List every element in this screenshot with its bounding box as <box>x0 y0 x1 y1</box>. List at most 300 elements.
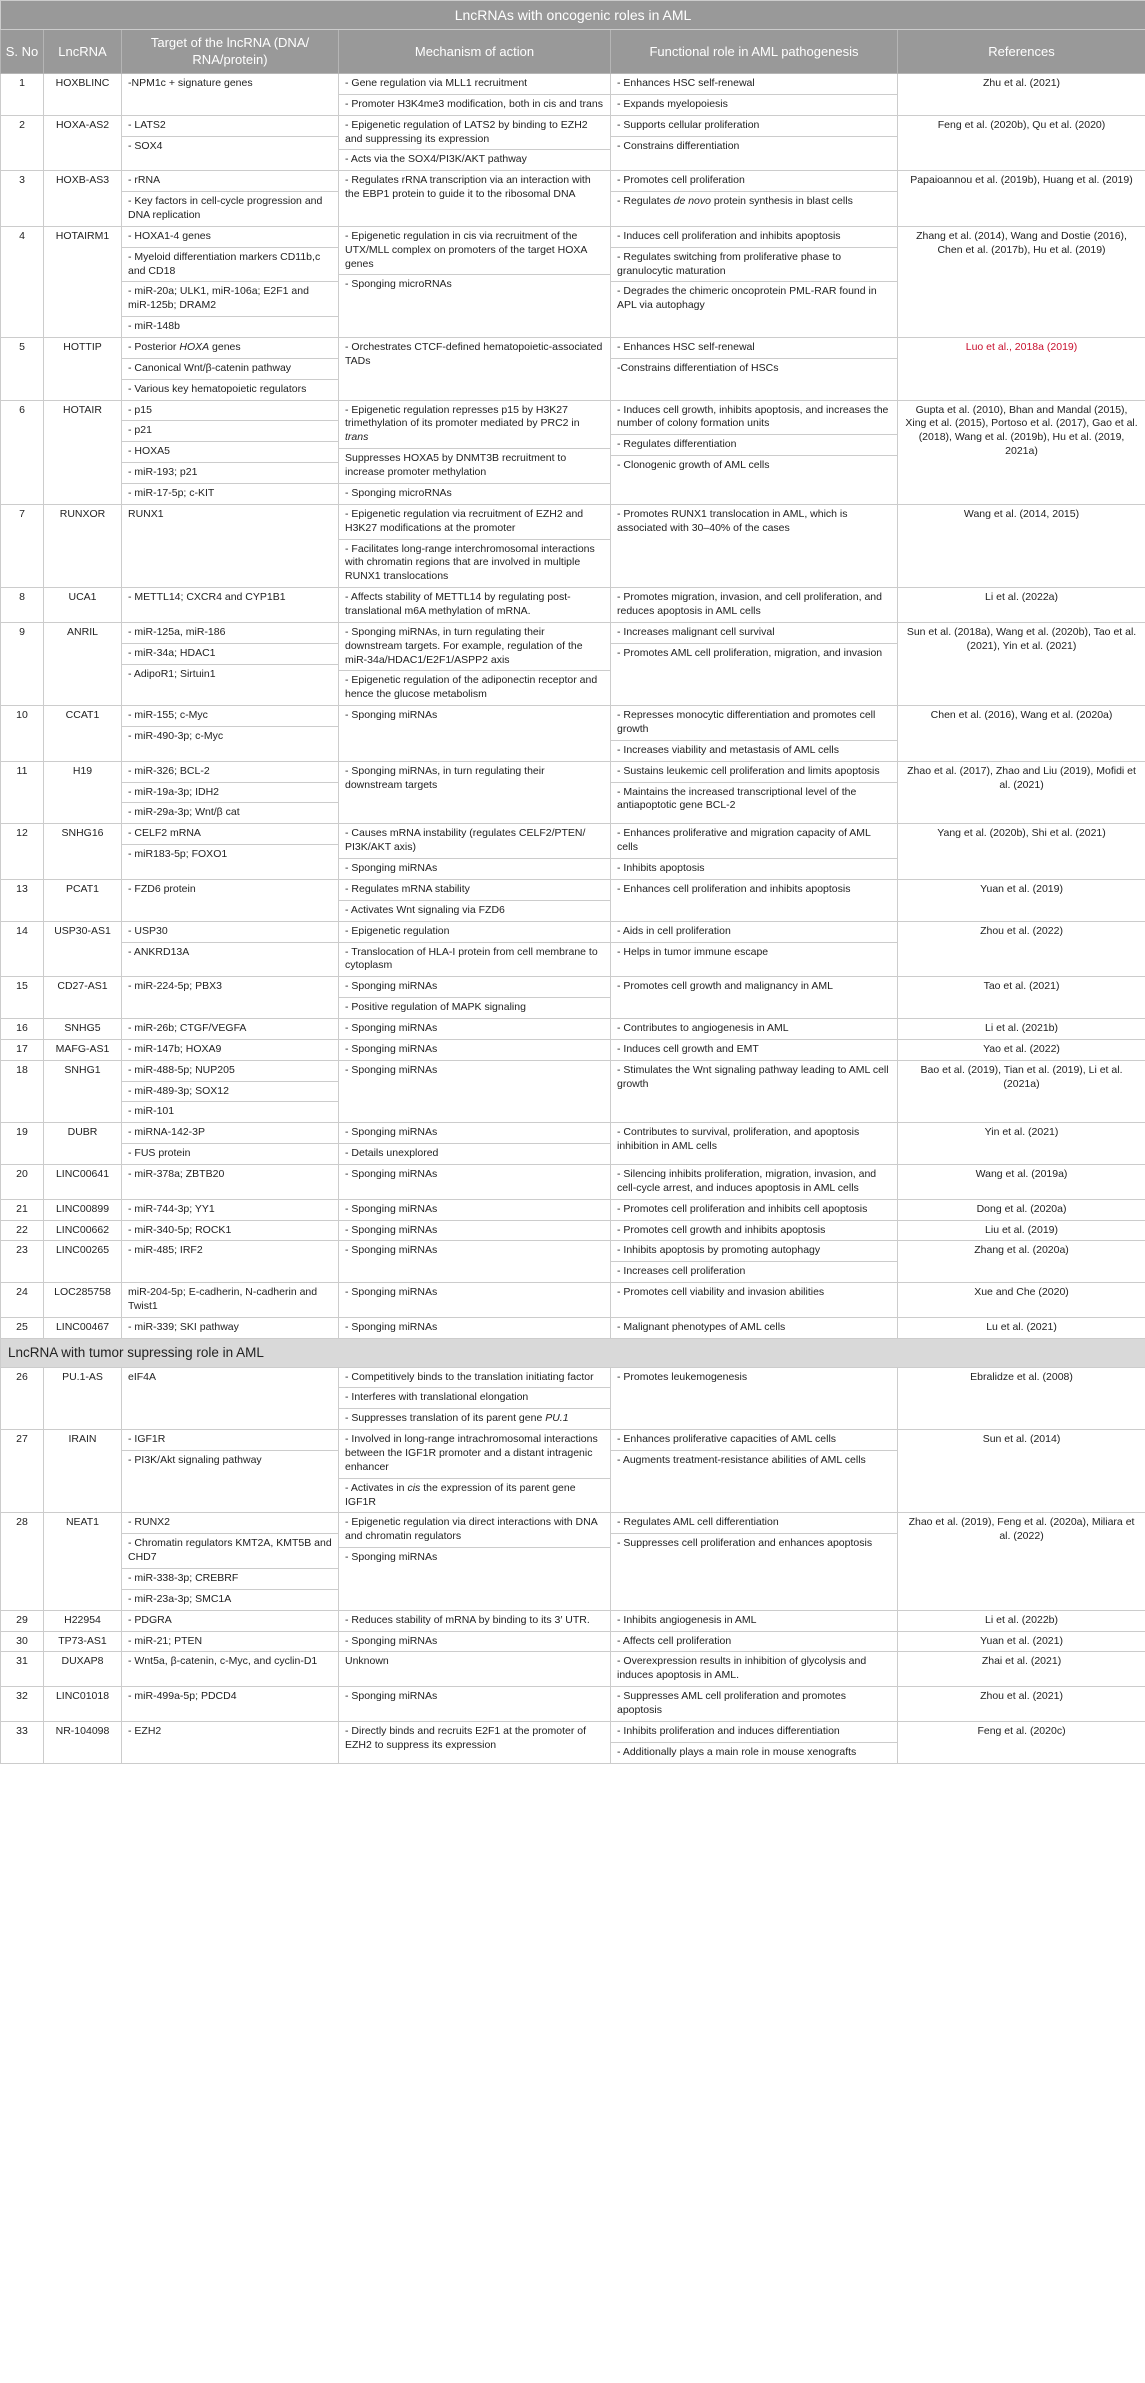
mech-cell <box>339 706 611 762</box>
func-cell <box>611 1018 898 1039</box>
reference-cell: Zhou et al. (2021) <box>898 1687 1145 1722</box>
func-item: - Augments treatment-resistance abilities of AML cells <box>611 1450 897 1471</box>
mech-cell <box>339 1367 611 1430</box>
row-number: 16 <box>1 1018 44 1039</box>
target-item: - miR-20a; ULK1, miR-106a; E2F1 and miR-125b; DRAM2 <box>122 281 338 316</box>
row-number: 24 <box>1 1283 44 1318</box>
target-cell <box>122 1283 339 1318</box>
row-number: 27 <box>1 1430 44 1513</box>
func-cell <box>611 1610 898 1631</box>
target-cell <box>122 1039 339 1060</box>
section-row <box>1 1338 1145 1367</box>
table-row <box>1 1039 1145 1060</box>
mech-item: - Causes mRNA instability (regulates CELF2/PTEN/ PI3K/AKT axis) <box>345 827 586 854</box>
mech-cell <box>339 1018 611 1039</box>
lncrna-name: HOTAIR <box>44 400 122 504</box>
func-item: - Enhances HSC self-renewal <box>617 76 755 89</box>
lncrna-name: SNHG5 <box>44 1018 122 1039</box>
target-item: eIF4A <box>128 1370 157 1383</box>
row-number: 32 <box>1 1687 44 1722</box>
mech-cell <box>339 171 611 227</box>
mech-item: - Sponging microRNAs <box>339 274 610 295</box>
target-item: - miR-378a; ZBTB20 <box>128 1167 225 1180</box>
func-cell <box>611 879 898 921</box>
reference-cell: Gupta et al. (2010), Bhan and Mandal (2015), Xing et al. (2015), Portoso et al. (2017), Gao et al. (2018), Wang et al. (2019b), Hu et al. (2019, 2021a) <box>898 400 1145 504</box>
row-number: 1 <box>1 73 44 115</box>
target-item: - miR-125a, miR-186 <box>128 625 226 638</box>
target-item: RUNX1 <box>128 507 164 520</box>
func-item: - Degrades the chimeric oncoprotein PML-RAR found in APL via autophagy <box>611 281 897 316</box>
row-number: 5 <box>1 338 44 401</box>
func-item: - Expands myelopoiesis <box>611 94 897 115</box>
func-item: - Stimulates the Wnt signaling pathway leading to AML cell growth <box>617 1063 889 1090</box>
func-cell <box>611 1220 898 1241</box>
target-cell <box>122 1060 339 1123</box>
lncrna-name: LINC01018 <box>44 1687 122 1722</box>
header-row <box>1 30 1145 74</box>
target-item: - miR-193; p21 <box>122 462 338 483</box>
target-cell <box>122 1721 339 1763</box>
lncrna-name: LINC00899 <box>44 1199 122 1220</box>
reference-cell: Li et al. (2022b) <box>898 1610 1145 1631</box>
func-cell <box>611 921 898 977</box>
reference-cell: Zhao et al. (2019), Feng et al. (2020a), Miliara et al. (2022) <box>898 1513 1145 1610</box>
target-cell <box>122 1631 339 1652</box>
func-item: - Inhibits apoptosis by promoting autophagy <box>617 1244 821 1257</box>
mech-item: - Sponging miRNAs <box>345 709 438 722</box>
row-number: 28 <box>1 1513 44 1610</box>
target-cell <box>122 761 339 824</box>
table-row <box>1 226 1145 337</box>
table-row <box>1 1631 1145 1652</box>
func-item: - Regulates de novo protein synthesis in blast cells <box>611 191 897 212</box>
func-item: - Induces cell growth and EMT <box>617 1042 759 1055</box>
func-item: - Supports cellular proliferation <box>617 118 760 131</box>
table-title: LncRNAs with oncogenic roles in AML <box>1 1 1145 30</box>
mech-cell <box>339 1631 611 1652</box>
func-cell <box>611 1241 898 1283</box>
lncrna-name: USP30-AS1 <box>44 921 122 977</box>
lncrna-name: CCAT1 <box>44 706 122 762</box>
row-number: 17 <box>1 1039 44 1060</box>
lncrna-name: UCA1 <box>44 588 122 623</box>
target-cell <box>122 921 339 977</box>
mech-item: - Epigenetic regulation represses p15 by H3K27 trimethylation of its promoter mediated by PRC2 in trans <box>345 403 580 444</box>
target-cell <box>122 1687 339 1722</box>
func-item: - Contributes to survival, proliferation, and apoptosis inhibition in AML cells <box>617 1126 860 1153</box>
target-cell <box>122 1610 339 1631</box>
func-cell <box>611 1199 898 1220</box>
target-item: - miR-26b; CTGF/VEGFA <box>128 1021 247 1034</box>
func-item: - Affects cell proliferation <box>617 1634 732 1647</box>
func-item: - Induces cell proliferation and inhibits apoptosis <box>617 229 841 242</box>
row-number: 2 <box>1 115 44 171</box>
row-number: 20 <box>1 1164 44 1199</box>
func-item: - Inhibits apoptosis <box>611 858 897 879</box>
mech-item: - Sponging miRNAs, in turn regulating their downstream targets <box>345 764 545 791</box>
lncrna-name: H22954 <box>44 1610 122 1631</box>
mech-cell <box>339 1039 611 1060</box>
mech-cell <box>339 1610 611 1631</box>
target-cell <box>122 1241 339 1283</box>
target-cell <box>122 1018 339 1039</box>
table-row <box>1 879 1145 921</box>
func-cell <box>611 1721 898 1763</box>
mech-item: - Sponging miRNAs <box>345 1167 438 1180</box>
row-number: 23 <box>1 1241 44 1283</box>
func-cell <box>611 115 898 171</box>
table-row <box>1 338 1145 401</box>
reference-cell: Yao et al. (2022) <box>898 1039 1145 1060</box>
target-item: - rRNA <box>128 174 161 187</box>
reference-cell: Sun et al. (2018a), Wang et al. (2020b), Tao et al. (2021), Yin et al. (2021) <box>898 622 1145 705</box>
mech-item: - Epigenetic regulation of LATS2 by binding to EZH2 and suppressing its expression <box>345 118 588 145</box>
func-item: - Helps in tumor immune escape <box>611 942 897 963</box>
target-cell <box>122 622 339 705</box>
table-row <box>1 1513 1145 1610</box>
target-cell <box>122 171 339 227</box>
mech-item: - Sponging miRNAs <box>345 1690 438 1703</box>
mech-cell <box>339 824 611 880</box>
row-number: 10 <box>1 706 44 762</box>
func-item: - Promotes cell growth and inhibits apoptosis <box>617 1223 826 1236</box>
row-number: 18 <box>1 1060 44 1123</box>
mech-item: - Gene regulation via MLL1 recruitment <box>345 76 528 89</box>
lncrna-name: SNHG16 <box>44 824 122 880</box>
table-row <box>1 73 1145 115</box>
lncrna-name: LINC00641 <box>44 1164 122 1199</box>
target-item: - miR-224-5p; PBX3 <box>128 980 222 993</box>
target-item: - miR-148b <box>122 316 338 337</box>
func-cell <box>611 1652 898 1687</box>
row-number: 29 <box>1 1610 44 1631</box>
func-item: - Promotes cell growth and malignancy in AML <box>617 980 833 993</box>
reference-cell: Luo et al., 2018a (2019) <box>898 338 1145 401</box>
table-row <box>1 1283 1145 1318</box>
lncrna-name: PCAT1 <box>44 879 122 921</box>
target-item: - IGF1R <box>128 1433 166 1446</box>
table-row <box>1 171 1145 227</box>
mech-item: - Sponging miRNAs, in turn regulating their downstream targets. For example, regulation of the miR-34a/HDAC1/E2F1/ASPP2 axis <box>345 625 583 666</box>
func-item: - Induces cell growth, inhibits apoptosis, and increases the number of colony formation units <box>617 403 889 430</box>
mech-item: - Sponging miRNAs <box>345 1320 438 1333</box>
mech-item: - Epigenetic regulation via direct interactions with DNA and chromatin regulators <box>345 1516 598 1543</box>
target-cell <box>122 879 339 921</box>
target-item: miR-204-5p; E-cadherin, N-cadherin and Twist1 <box>128 1286 318 1312</box>
target-cell <box>122 706 339 762</box>
row-number: 31 <box>1 1652 44 1687</box>
target-item: - Various key hematopoietic regulators <box>122 379 338 400</box>
func-cell <box>611 1513 898 1610</box>
mech-item: - Activates in cis the expression of its parent gene IGF1R <box>339 1478 610 1513</box>
lncrna-name: HOXB-AS3 <box>44 171 122 227</box>
reference-cell: Li et al. (2021b) <box>898 1018 1145 1039</box>
target-item: - USP30 <box>128 924 168 937</box>
reference-cell: Ebralidze et al. (2008) <box>898 1367 1145 1430</box>
mech-item: - Sponging miRNAs <box>345 1021 438 1034</box>
row-number: 15 <box>1 977 44 1019</box>
lncrna-name: LINC00467 <box>44 1317 122 1338</box>
target-item: - RUNX2 <box>128 1516 171 1529</box>
reference-cell: Dong et al. (2020a) <box>898 1199 1145 1220</box>
row-number: 4 <box>1 226 44 337</box>
reference-cell: Zhai et al. (2021) <box>898 1652 1145 1687</box>
func-item: - Clonogenic growth of AML cells <box>611 455 897 476</box>
lncrna-name: HOXBLINC <box>44 73 122 115</box>
mech-item: - Details unexplored <box>339 1143 610 1164</box>
lncrna-name: ANRIL <box>44 622 122 705</box>
func-cell <box>611 1164 898 1199</box>
target-item: - miR183-5p; FOXO1 <box>122 844 338 865</box>
func-cell <box>611 504 898 587</box>
mech-item: - Epigenetic regulation <box>345 924 450 937</box>
table-row <box>1 588 1145 623</box>
table-row <box>1 706 1145 762</box>
mech-cell <box>339 977 611 1019</box>
table-row <box>1 1241 1145 1283</box>
target-item: - miR-19a-3p; IDH2 <box>122 782 338 803</box>
mech-cell <box>339 504 611 587</box>
reference-cell: Chen et al. (2016), Wang et al. (2020a) <box>898 706 1145 762</box>
target-item: - miR-21; PTEN <box>128 1634 203 1647</box>
reference-cell: Lu et al. (2021) <box>898 1317 1145 1338</box>
mech-cell <box>339 73 611 115</box>
mech-item: - Interferes with translational elongation <box>339 1387 610 1408</box>
suppressor-rows <box>1 1367 1145 1763</box>
func-item: - Inhibits angiogenesis in AML <box>617 1613 757 1626</box>
func-item: - Contributes to angiogenesis in AML <box>617 1021 789 1034</box>
mech-item: - Sponging microRNAs <box>339 483 610 504</box>
mech-item: - Sponging miRNAs <box>345 1063 438 1076</box>
mech-item: - Translocation of HLA-I protein from cell membrane to cytoplasm <box>339 942 610 977</box>
table-row <box>1 824 1145 880</box>
target-item: - miR-499a-5p; PDCD4 <box>128 1690 237 1703</box>
mech-item: - Sponging miRNAs <box>339 1547 610 1568</box>
func-cell <box>611 588 898 623</box>
func-cell <box>611 1367 898 1430</box>
mech-cell <box>339 1317 611 1338</box>
header-mechanism: Mechanism of action <box>339 30 611 74</box>
mech-item: - Involved in long-range intrachromosomal interactions between the IGF1R promoter and a distant intragenic enhancer <box>345 1433 598 1473</box>
lncrna-name: LOC285758 <box>44 1283 122 1318</box>
target-item: - HOXA5 <box>122 441 338 462</box>
mech-item: - Sponging miRNAs <box>345 980 438 993</box>
row-number: 3 <box>1 171 44 227</box>
mech-cell <box>339 1687 611 1722</box>
target-item: - miR-101 <box>122 1101 338 1122</box>
mech-cell <box>339 400 611 504</box>
table-row <box>1 1164 1145 1199</box>
mech-item: - Suppresses translation of its parent gene PU.1 <box>339 1408 610 1429</box>
func-item: - Enhances cell proliferation and inhibits apoptosis <box>617 882 851 895</box>
lncrna-name: MAFG-AS1 <box>44 1039 122 1060</box>
mech-item: - Sponging miRNAs <box>345 1634 438 1647</box>
table-row <box>1 921 1145 977</box>
row-number: 8 <box>1 588 44 623</box>
func-item: - Regulates differentiation <box>611 434 897 455</box>
mech-cell <box>339 1199 611 1220</box>
row-number: 30 <box>1 1631 44 1652</box>
target-cell <box>122 1123 339 1165</box>
target-item: - miR-29a-3p; Wnt/β cat <box>122 802 338 823</box>
row-number: 26 <box>1 1367 44 1430</box>
target-cell <box>122 1652 339 1687</box>
mech-cell <box>339 115 611 171</box>
mech-item: - Facilitates long-range interchromosomal interactions with chromatin regions that are involved in multiple RUNX1 translocations <box>339 539 610 588</box>
table-row <box>1 622 1145 705</box>
reference-cell: Yang et al. (2020b), Shi et al. (2021) <box>898 824 1145 880</box>
mech-cell <box>339 1123 611 1165</box>
row-number: 13 <box>1 879 44 921</box>
target-cell <box>122 1220 339 1241</box>
func-cell <box>611 226 898 337</box>
func-item: - Promotes RUNX1 translocation in AML, which is associated with 30–40% of the cases <box>617 507 848 534</box>
func-cell <box>611 706 898 762</box>
reference-cell: Tao et al. (2021) <box>898 977 1145 1019</box>
target-item: - AdipoR1; Sirtuin1 <box>122 664 338 685</box>
func-cell <box>611 1039 898 1060</box>
mech-cell <box>339 1220 611 1241</box>
target-cell <box>122 1430 339 1513</box>
mech-cell <box>339 622 611 705</box>
target-cell <box>122 588 339 623</box>
func-cell <box>611 1283 898 1318</box>
func-cell <box>611 622 898 705</box>
reference-cell: Zhao et al. (2017), Zhao and Liu (2019), Mofidi et al. (2021) <box>898 761 1145 824</box>
func-item: - Silencing inhibits proliferation, migration, invasion, and cell-cycle arrest, and induces apoptosis in AML cells <box>617 1167 877 1194</box>
mech-item: Suppresses HOXA5 by DNMT3B recruitment to increase promoter methylation <box>339 448 610 483</box>
target-item: - FZD6 protein <box>128 882 196 895</box>
target-cell <box>122 824 339 880</box>
mech-item: - Epigenetic regulation in cis via recruitment of the UTX/MLL complex on promoters of the target HOXA genes <box>345 229 587 270</box>
mech-cell <box>339 1652 611 1687</box>
target-cell <box>122 977 339 1019</box>
func-item: - Enhances proliferative capacities of AML cells <box>617 1433 837 1446</box>
mech-cell <box>339 1283 611 1318</box>
table-row <box>1 1317 1145 1338</box>
lncrna-name: CD27-AS1 <box>44 977 122 1019</box>
mech-item: - Sponging miRNAs <box>345 1244 438 1257</box>
func-item: - Constrains differentiation <box>611 136 897 157</box>
reference-cell: Zhou et al. (2022) <box>898 921 1145 977</box>
target-item: - PDGRA <box>128 1613 172 1626</box>
mech-cell <box>339 338 611 401</box>
mech-cell <box>339 1060 611 1123</box>
mech-item: - Sponging miRNAs <box>345 1223 438 1236</box>
func-cell <box>611 1430 898 1513</box>
lncrna-name: NEAT1 <box>44 1513 122 1610</box>
func-item: - Aids in cell proliferation <box>617 924 731 937</box>
lncrna-name: PU.1-AS <box>44 1367 122 1430</box>
reference-cell: Yuan et al. (2021) <box>898 1631 1145 1652</box>
table-row <box>1 400 1145 504</box>
target-item: - Posterior HOXA genes <box>128 341 241 353</box>
row-number: 19 <box>1 1123 44 1165</box>
target-item: - miR-155; c-Myc <box>128 709 208 722</box>
func-cell <box>611 977 898 1019</box>
mech-cell <box>339 921 611 977</box>
header-lncrna: LncRNA <box>44 30 122 74</box>
target-item: - miR-490-3p; c-Myc <box>122 726 338 747</box>
table-row <box>1 1367 1145 1430</box>
mech-item: - Regulates rRNA transcription via an interaction with the EBP1 protein to guide it to the ribosomal DNA <box>345 174 591 201</box>
lncrna-name: LINC00662 <box>44 1220 122 1241</box>
func-item: - Regulates switching from proliferative phase to granulocytic maturation <box>611 247 897 282</box>
target-cell <box>122 226 339 337</box>
func-item: - Promotes AML cell proliferation, migration, and invasion <box>611 643 897 664</box>
lncrna-name: RUNXOR <box>44 504 122 587</box>
reference-cell: Li et al. (2022a) <box>898 588 1145 623</box>
target-item: - miR-147b; HOXA9 <box>128 1042 222 1055</box>
func-cell <box>611 1631 898 1652</box>
reference-cell: Papaioannou et al. (2019b), Huang et al. (2019) <box>898 171 1145 227</box>
mech-item: - Directly binds and recruits E2F1 at the promoter of EZH2 to suppress its expression <box>345 1724 587 1751</box>
mech-item: - Regulates mRNA stability <box>345 882 470 895</box>
func-cell <box>611 400 898 504</box>
target-cell <box>122 400 339 504</box>
mech-item: - Reduces stability of mRNA by binding to its 3′ UTR. <box>345 1613 590 1626</box>
mech-cell <box>339 761 611 824</box>
func-item: - Increases viability and metastasis of AML cells <box>611 740 897 761</box>
row-number: 14 <box>1 921 44 977</box>
func-item: - Represses monocytic differentiation and promotes cell growth <box>617 709 876 736</box>
mech-item: - Sponging miRNAs <box>345 1042 438 1055</box>
lncrna-name: NR-104098 <box>44 1721 122 1763</box>
mech-item: - Sponging miRNAs <box>345 1286 438 1299</box>
target-item: - HOXA1-4 genes <box>128 229 211 242</box>
target-item: - LATS2 <box>128 118 166 131</box>
row-number: 7 <box>1 504 44 587</box>
target-item: - miR-340-5p; ROCK1 <box>128 1223 232 1236</box>
target-item: - FUS protein <box>122 1143 338 1164</box>
func-cell <box>611 1060 898 1123</box>
reference-cell: Feng et al. (2020c) <box>898 1721 1145 1763</box>
section-title: LncRNA with tumor supressing role in AML <box>1 1338 1145 1367</box>
header-function: Functional role in AML pathogenesis <box>611 30 898 74</box>
target-item: - miR-489-3p; SOX12 <box>122 1081 338 1102</box>
func-item: - Enhances proliferative and migration capacity of AML cells <box>617 827 871 854</box>
reference-cell: Feng et al. (2020b), Qu et al. (2020) <box>898 115 1145 171</box>
lncrna-name: SNHG1 <box>44 1060 122 1123</box>
mech-cell <box>339 879 611 921</box>
reference-cell: Liu et al. (2019) <box>898 1220 1145 1241</box>
mech-item: - Affects stability of METTL14 by regulating post-translational m6A methylation of mRNA. <box>345 591 571 618</box>
target-item: -NPM1c + signature genes <box>128 76 253 89</box>
target-cell <box>122 1164 339 1199</box>
lncrna-name: DUBR <box>44 1123 122 1165</box>
func-item: - Promotes migration, invasion, and cell proliferation, and reduces apoptosis in AML cells <box>617 591 882 618</box>
row-number: 33 <box>1 1721 44 1763</box>
func-cell <box>611 1687 898 1722</box>
lncrna-name: H19 <box>44 761 122 824</box>
table-row <box>1 504 1145 587</box>
target-item: - miR-326; BCL-2 <box>128 764 210 777</box>
reference-cell: Yuan et al. (2019) <box>898 879 1145 921</box>
func-cell <box>611 73 898 115</box>
mech-item: - Activates Wnt signaling via FZD6 <box>339 900 610 921</box>
lncrna-name: IRAIN <box>44 1430 122 1513</box>
mech-item: - Competitively binds to the translation initiating factor <box>345 1370 594 1383</box>
table-row <box>1 1018 1145 1039</box>
reference-cell: Yin et al. (2021) <box>898 1123 1145 1165</box>
table-title-row <box>1 1 1145 30</box>
target-item: - miR-485; IRF2 <box>128 1244 203 1257</box>
row-number: 9 <box>1 622 44 705</box>
table-row <box>1 1652 1145 1687</box>
row-number: 21 <box>1 1199 44 1220</box>
target-cell <box>122 504 339 587</box>
lncrna-name: TP73-AS1 <box>44 1631 122 1652</box>
